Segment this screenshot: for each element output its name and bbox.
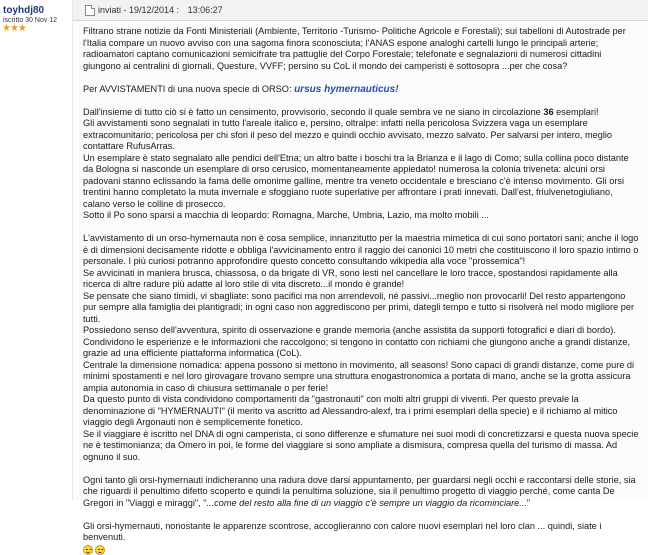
post-header [73,0,648,21]
smiley-icon [95,545,105,555]
paragraph-quote: Ogni tanto gli orsi-hymernauti indicheranno una radura dove darsi appuntamento, per guardarsi negli occhi e raccontarsi delle storie, sia che riguardi il penultimo difetto scoperto e quindi la penultima soluzione, sia il penultimo progetto di viaggio perché, come canta De Gregori in "Viaggi e miraggi", "...come del resto alla fine di un viaggio c'è sempre un viaggio da ricominciare..." [83,474,636,508]
post-timestamp [98,5,223,15]
paragraph: Filtrano strane notizie da Fonti Ministeriali (Ambiente, Territorio -Turismo- Politiche Agricole e Forestali); sui tabelloni di Autostrade per l'Italia compare un nuovo avviso con una sagoma finora sconosciuta; l'ANAS espone analoghi cartelli lungo le principali arterie; radioamatori captano comunicazioni semicifrate tra pattuglie del Corpo Forestale; telefonate e segnalazioni di numerosi cittadini giungono ai centralini di giornali, Questure, VVFF; persino su CoL il mondo dei camperisti è sottosopra ...per che cosa? [83,26,626,71]
count-value: 36 [543,106,554,117]
paragraph: Gli orsi-hymernauti, nonostante le apparenze scontrose, accoglieranno con calore nuovi esemplari nel loro clan ... quindi, siate i benvenuti. [83,520,602,542]
paragraph: Condividono le esperienze e le informazioni che raccolgono; si tengono in contatto con richiami che giungono anche a grandi distanze, grazie ad una efficiente piattaforma informatica (CoL). [83,336,631,358]
paragraph-orso: Per AVVISTAMENTI di una nuova specie di ORSO: ursus hymernauticus! [83,83,399,95]
author-username[interactable]: toyhdj80 [3,5,45,16]
paragraph: Centrale la dimensione nomadica: appena possono si mettono in movimento, all seasons! Sono capaci di grandi distanze, come pure di minimi spostamenti e nel loro girovagare trovano sempre una struttura enogastronomica a portata di mano, anche se la grotta assicura ampia autonomia in caso di chiusura settimanale o per ferie! [83,359,635,393]
song-quote: ...come del resto alla fine di un viaggio c'è sempre un viaggio da ricominciare... [206,497,527,508]
post-body [83,26,641,555]
paragraph: Gli avvistamenti sono segnalati in tutto l'areale italico e, persino, oltralpe: infatti nella pericolosa Svizzera vaga un esemplare extracomunitario; pericolosa per chi sfori il peso del mezzo e quindi occhio avvisato, mezzo salvato. Per salvarsi per intero, meglio contattare RufusArras. [83,118,613,151]
paragraph: Se pensate che siano timidi, vi sbagliate: sono pacifici ma non arrendevoli, né passivi...meglio non provocarli! Del resto appartengono pur sempre alla famiglia dei plantigradi; in ogni caso non aggrediscono per primi, dategli tempo e tutto si risolverà nel modo migliore per tutti. [83,290,635,324]
post-sent-icon [85,5,95,16]
paragraph: Sotto il Po sono sparsi a macchia di leopardo: Romagna, Marche, Umbria, Lazio, ma molto mobili ... [83,210,489,220]
sent-time: 13:06:27 [187,5,223,15]
paragraph: Se il viaggiare è iscritto nel DNA di ogni camperista, ci sono differenze e sfumature nei suoi modi di concretizzarsi e questa nuova specie ne è testimonianza; da Omero in poi, le forme del viaggiare si sono ampliate a dismisura, compresa quella del turismo di massa. Ad ognuno il suo. [83,428,639,462]
paragraph: Un esemplare è stato segnalato alle pendici dell'Etna; un altro batte i boschi tra la Brianza e il lago di Como; sulla collina poco distante da Bologna si nasconde un esemplare di orso cerusico, momentaneamente appiedato! numerosa la colonia triveneta: alcuni orsi padovani stanno eclissando la fama delle omonime galline, mentre tra veneto occidentale e bresciano c'è intenso movimento. Gli orsi trentini hanno completato la muta invernale e sfoggiano ruote superlative per affrontare i prati innevati. Dall'est, friulvenetogiuliano, calano verso le colline di prosecco. [83,152,629,209]
rank-stars-icon: ★★★ [2,23,26,34]
paragraph: Da questo punto di vista condividono comportamenti da "gastronauti" con molti altri gruppi di viventi. Per questo prevale la denominazione di "HYMERNAUTI" (il merito va ascritto ad Alessandro-alexf, tra i primi esemplari della specie) e il richiamo al mitico viaggio degli Argonauti non è semplicemente fonetico. [83,394,618,427]
smiley-icon [83,545,93,555]
paragraph: Possiedono senso dell'avventura, spirito di osservazione e grande memoria (anche assistita da supporti fotografici e diari di bordo). [83,325,616,335]
smileys [83,545,641,555]
author-panel [0,0,72,500]
author-joined-date: iscritto 30 Nov 12 [3,17,58,24]
paragraph: L'avvistamento di un orso-hymernauta non è cosa semplice, innanzitutto per la maestria mimetica di cui sono portatori sani; anche il logo è di dimensioni decisamente ridotte e obbliga l'avvicinamento entro il raggio dei canonici 10 metri che costituiscono il loro spazio intimo o personale. I più curiosi potranno approfondire questo concetto consultando wikipedia alla voce "prossemica"! [83,233,639,266]
paragraph: Se avvicinati in maniera brusca, chiassosa, o da brigate di VR, sono lesti nel cancellare le loro tracce, spostandosi rapidamente alla ricerca di altre radure più adatte al loro stile di vita discreto...il mondo è grande! [83,267,618,289]
paragraph-census: Dall'insieme di tutto ciò si è fatto un censimento, provvisorio, secondo il quale sembra ve ne siano in circolazione 36 esemplari! [83,106,599,117]
species-name: ursus hymernauticus! [294,83,399,95]
sent-label: inviati - 19/12/2014 : [98,5,180,15]
post-container [72,0,648,542]
